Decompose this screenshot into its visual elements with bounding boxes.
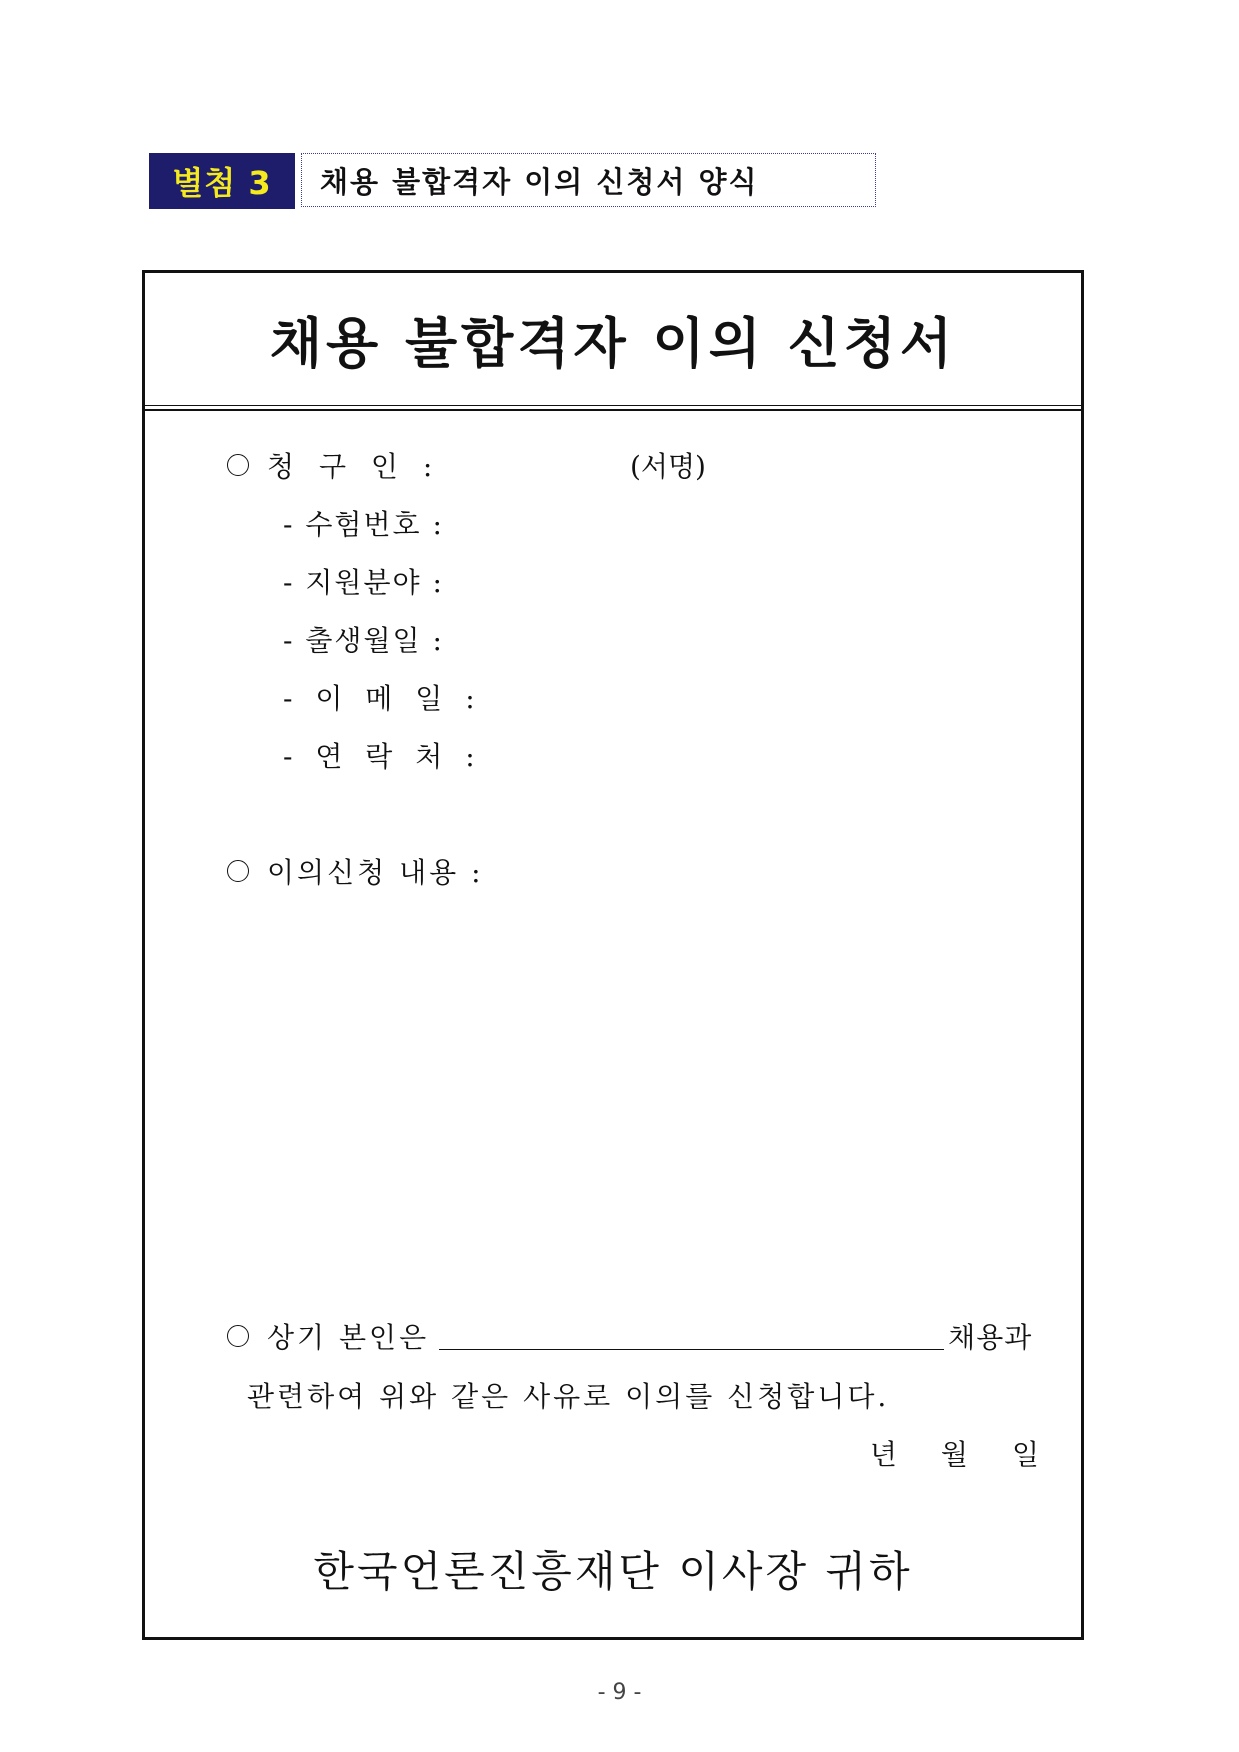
date-year-label: 년 [869, 1438, 897, 1471]
objection-content-row [227, 851, 484, 891]
field-row [283, 677, 482, 717]
field-row [283, 561, 444, 601]
header-divider [145, 409, 1081, 411]
field-label: - 지원분야 : [283, 566, 444, 599]
field-label: - 이 메 일 : [283, 682, 482, 715]
field-row [283, 619, 444, 659]
page-number: - 9 - [597, 1680, 642, 1705]
statement-line-2: 관련하여 위와 같은 사유로 이의를 신청합니다. [247, 1380, 890, 1413]
field-row [283, 503, 444, 543]
bullet-circle-icon [227, 454, 249, 476]
field-label: - 수험번호 : [283, 508, 444, 541]
date-row [870, 1433, 1039, 1473]
date-day-label: 일 [1011, 1438, 1039, 1471]
claimant-row [227, 445, 440, 485]
bullet-circle-icon [227, 860, 249, 882]
signature-label: (서명) [630, 450, 706, 483]
statement-suffix: 채용과 [948, 1321, 1033, 1354]
header-divider [145, 405, 1081, 406]
form-title: 채용 불합격자 이의 신청서 [269, 311, 957, 375]
field-label: - 연 락 처 : [283, 740, 482, 773]
statement-row [227, 1316, 1032, 1356]
attachment-title: 채용 불합격자 이의 신청서 양식 [301, 153, 876, 207]
objection-content-label: 이의신청 내용 : [267, 856, 484, 889]
field-label: - 출생월일 : [283, 624, 444, 657]
field-row [283, 735, 482, 775]
addressee: 한국언론진흥재단 이사장 귀하 [313, 1547, 913, 1596]
statement-prefix: 상기 본인은 [267, 1321, 430, 1354]
date-month-label: 월 [940, 1438, 968, 1471]
claimant-label: 청 구 인 : [267, 450, 441, 483]
attachment-badge: 별첨 3 [149, 153, 295, 209]
objection-form [142, 270, 1084, 1640]
bullet-circle-icon [227, 1325, 249, 1347]
applicant-blank-line [439, 1323, 944, 1350]
